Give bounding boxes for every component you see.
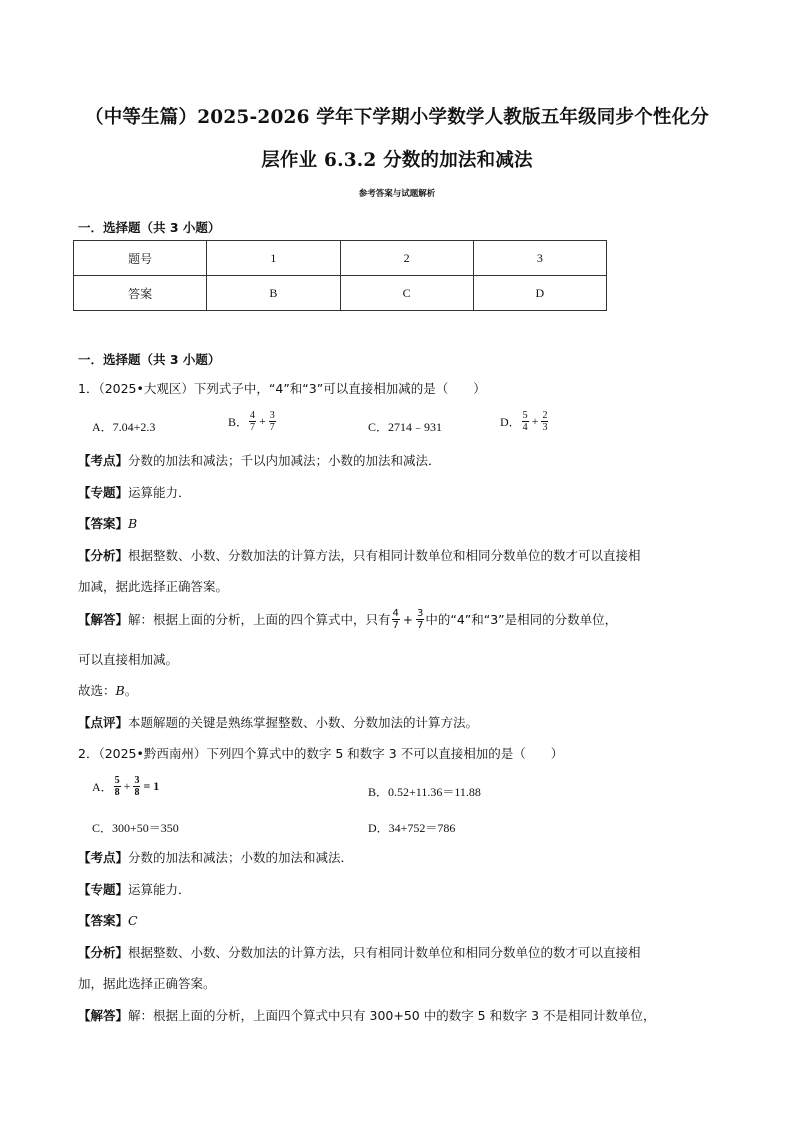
table-cell: 1 — [207, 241, 340, 276]
fraction: $\frac{5}{4}$ — [522, 410, 528, 433]
table-cell-label: 答案 — [74, 276, 207, 311]
table-row — [74, 276, 607, 311]
q1-fenxi: 【分析】根据整数、小数、分数加法的计算方法，只有相同计数单位和相同分数单位的数才可以直接相 — [78, 548, 641, 563]
detail-section-heading: 一．选择题（共 3 小题） — [78, 352, 221, 367]
document-title-line-1: （中等生篇）2025-2026 学年下学期小学数学人教版五年级同步个性化分 — [85, 107, 709, 128]
q1-stem: 1．（2025•大观区）下列式子中，“4”和“3”可以直接相加减的是（ ） — [78, 381, 486, 396]
table-row — [74, 241, 607, 276]
q1-zhuanti: 【专题】运算能力． — [78, 485, 191, 500]
table-cell: B — [207, 276, 340, 311]
fraction: $\frac{5}{8}$ — [114, 775, 120, 798]
q2-option-c: C．300+50＝350 — [92, 821, 179, 835]
q2-option-d: D．34+752＝786 — [368, 821, 456, 835]
q2-fenxi: 【分析】根据整数、小数、分数加法的计算方法，只有相同计数单位和相同分数单位的数才可以直接相 — [78, 945, 641, 960]
fraction: $\frac{4}{7}$ — [392, 608, 399, 631]
q1-dianping: 【点评】本题解题的关键是熟练掌握整数、小数、分数加法的计算方法。 — [78, 715, 479, 730]
table-cell: 3 — [473, 241, 606, 276]
q1-option-a: A．7.04+2.3 — [92, 420, 156, 434]
q2-option-b: B．0.52+11.36＝11.88 — [368, 785, 481, 799]
q1-fenxi-cont: 加减，据此选择正确答案。 — [78, 579, 229, 594]
document-subtitle: 参考答案与试题解析 — [358, 189, 436, 199]
q1-jieda: 【解答】 解：根据上面的分析，上面的四个算式中，只有 $\frac{4}{7}$ + $\frac{3}{7}$ 中的“4”和“3”是相同的分数单位， — [78, 608, 618, 631]
q1-option-b: B． $\frac{4}{7}$ + $\frac{3}{7}$ — [228, 410, 275, 433]
option-letter: D． — [500, 415, 521, 429]
q2-answer: 【答案】C — [78, 913, 138, 928]
fraction: $\frac{3}{7}$ — [416, 608, 424, 631]
option-letter: B． — [228, 415, 249, 429]
q1-option-d: D． $\frac{5}{4}$ + $\frac{2}{3}$ — [500, 410, 548, 433]
q1-guxuan: 故选：B。 — [78, 683, 138, 698]
q1-kaodian: 【考点】分数的加法和减法；千以内加减法；小数的加法和减法． — [78, 453, 441, 468]
q2-kaodian: 【考点】分数的加法和减法；小数的加法和减法． — [78, 850, 354, 865]
table-cell: C — [340, 276, 473, 311]
table-cell: D — [473, 276, 606, 311]
fraction: $\frac{2}{3}$ — [542, 410, 548, 433]
table-cell: 2 — [340, 241, 473, 276]
fraction: $\frac{4}{7}$ — [250, 410, 256, 433]
document-title-line-2: 层作业 6.3.2 分数的加法和减法 — [261, 150, 533, 171]
fraction: $\frac{3}{8}$ — [134, 775, 140, 798]
option-letter: A． — [92, 780, 113, 794]
answer-section-heading: 一．选择题（共 3 小题） — [78, 220, 221, 235]
fraction: $\frac{3}{7}$ — [269, 410, 275, 433]
answer-table — [73, 240, 607, 311]
table-cell-label: 题号 — [74, 241, 207, 276]
q2-option-a: A． $\frac{5}{8}$ + $\frac{3}{8}$ = 1 — [92, 775, 160, 798]
q1-option-c: C．2714﹣931 — [368, 420, 443, 434]
q2-fenxi-cont: 加，据此选择正确答案。 — [78, 976, 216, 991]
q2-zhuanti: 【专题】运算能力． — [78, 882, 191, 897]
q2-stem: 2．（2025•黔西南州）下列四个算式中的数字 5 和数字 3 不可以直接相加的是（ ） — [78, 746, 564, 761]
q1-jieda-cont: 可以直接相加减。 — [78, 652, 179, 667]
q2-jieda: 【解答】解：根据上面的分析，上面四个算式中只有 300+50 中的数字 5 和数字 3 不是相同计数单位， — [78, 1008, 656, 1023]
q1-answer: 【答案】B — [78, 516, 138, 531]
